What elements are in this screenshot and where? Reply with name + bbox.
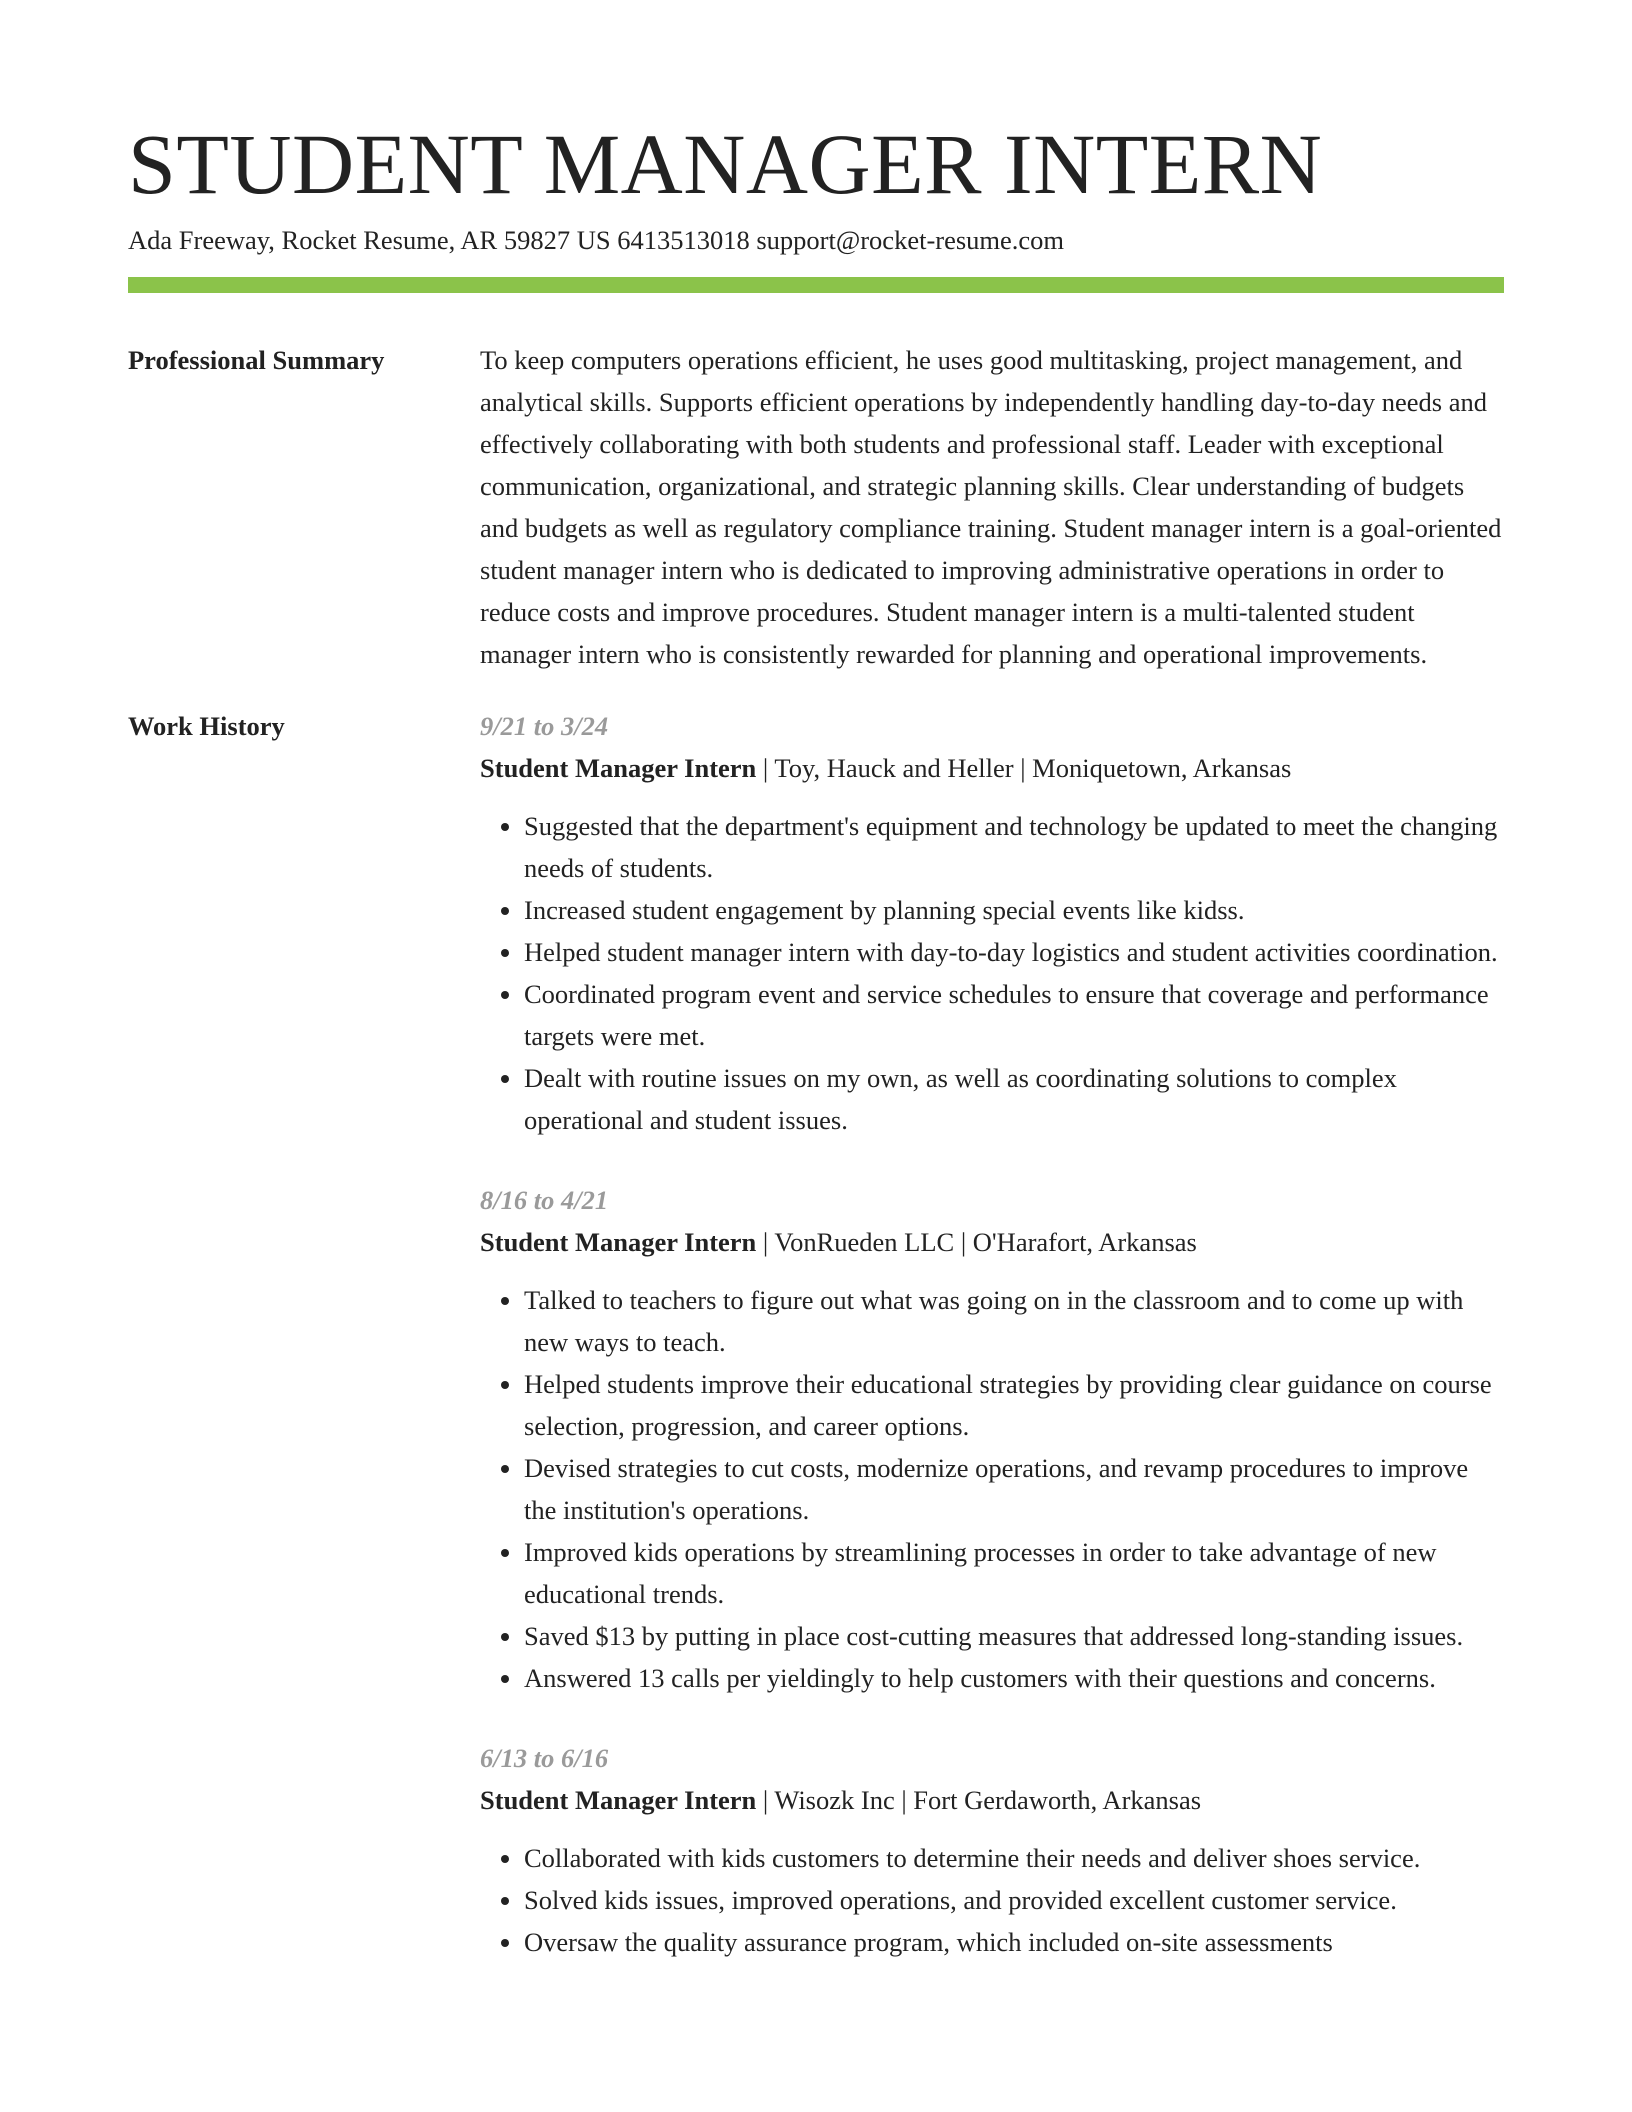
professional-summary-section [128, 339, 1504, 675]
job-bullet: • Devised strategies to cut costs, modernize operations, and revamp procedures to improve the institution's operations. [524, 1447, 1504, 1531]
job-dates: 6/13 to 6/16 [480, 1743, 609, 1774]
job-bullet: • Answered 13 calls per yieldingly to help customers with their questions and concerns. [524, 1657, 1504, 1699]
job-dates: 9/21 to 3/24 [480, 711, 609, 742]
job-bullet: • Helped student manager intern with day-to-day logistics and student activities coordination. [524, 931, 1504, 973]
summary-text: To keep computers operations efficient, he uses good multitasking, project management, and analytical skills. Supports efficient operations by independently handling day-to-day needs and effectively collaborating with both students and professional staff. Leader with exceptional communication, organizational, and strategic planning skills. Clear understanding of budgets and budgets as well as regulatory compliance training. Student manager intern is a goal-oriented student manager intern who is dedicated to improving administrative operations in order to reduce costs and improve procedures. Student manager intern is a multi-talented student manager intern who is consistently rewarded for planning and operational improvements. [480, 345, 1502, 670]
job-entry [480, 1737, 1504, 1963]
job-bullets [480, 1279, 1504, 1699]
job-title: Student Manager Intern [480, 753, 757, 784]
job-bullet: • Oversaw the quality assurance program, which included on-site assessments [524, 1921, 1504, 1963]
job-bullet: • Improved kids operations by streamlining processes in order to take advantage of new educational trends. [524, 1531, 1504, 1615]
job-entry [480, 705, 1504, 1141]
job-title: Student Manager Intern [480, 1785, 757, 1816]
job-details: | Wisozk Inc | Fort Gerdaworth, Arkansas [756, 1785, 1202, 1816]
job-bullet: • Dealt with routine issues on my own, as well as coordinating solutions to complex operational and student issues. [524, 1057, 1504, 1141]
header-divider [128, 277, 1504, 293]
contact-line: Ada Freeway, Rocket Resume, AR 59827 US 6413513018 support@rocket-resume.com [128, 224, 1065, 255]
job-title: Student Manager Intern [480, 1227, 757, 1258]
job-heading [480, 1221, 1504, 1263]
resume-title: STUDENT MANAGER INTERN [128, 116, 1323, 212]
job-details: | Toy, Hauck and Heller | Moniquetown, Arkansas [756, 753, 1292, 784]
summary-body [480, 339, 1504, 675]
work-history-body [480, 705, 1504, 2001]
job-bullet: • Helped students improve their educational strategies by providing clear guidance on course selection, progression, and career options. [524, 1363, 1504, 1447]
work-history-section [128, 705, 1504, 2001]
section-label-summary: Professional Summary [128, 345, 385, 376]
job-bullet: • Coordinated program event and service schedules to ensure that coverage and performance targets were met. [524, 973, 1504, 1057]
job-bullet: • Collaborated with kids customers to determine their needs and deliver shoes service. [524, 1837, 1504, 1879]
section-label-work-history: Work History [128, 711, 285, 742]
job-bullet: • Solved kids issues, improved operations, and provided excellent customer service. [524, 1879, 1504, 1921]
job-bullets [480, 805, 1504, 1141]
job-dates: 8/16 to 4/21 [480, 1185, 609, 1216]
job-heading [480, 747, 1504, 789]
job-bullet: • Suggested that the department's equipment and technology be updated to meet the changing needs of students. [524, 805, 1504, 889]
job-bullet: • Increased student engagement by planning special events like kidss. [524, 889, 1504, 931]
job-entry [480, 1179, 1504, 1699]
job-bullet: • Talked to teachers to figure out what was going on in the classroom and to come up with new ways to teach. [524, 1279, 1504, 1363]
job-bullet: • Saved $13 by putting in place cost-cutting measures that addressed long-standing issues. [524, 1615, 1504, 1657]
job-heading [480, 1779, 1504, 1821]
job-details: | VonRueden LLC | O'Harafort, Arkansas [756, 1227, 1197, 1258]
job-bullets [480, 1837, 1504, 1963]
